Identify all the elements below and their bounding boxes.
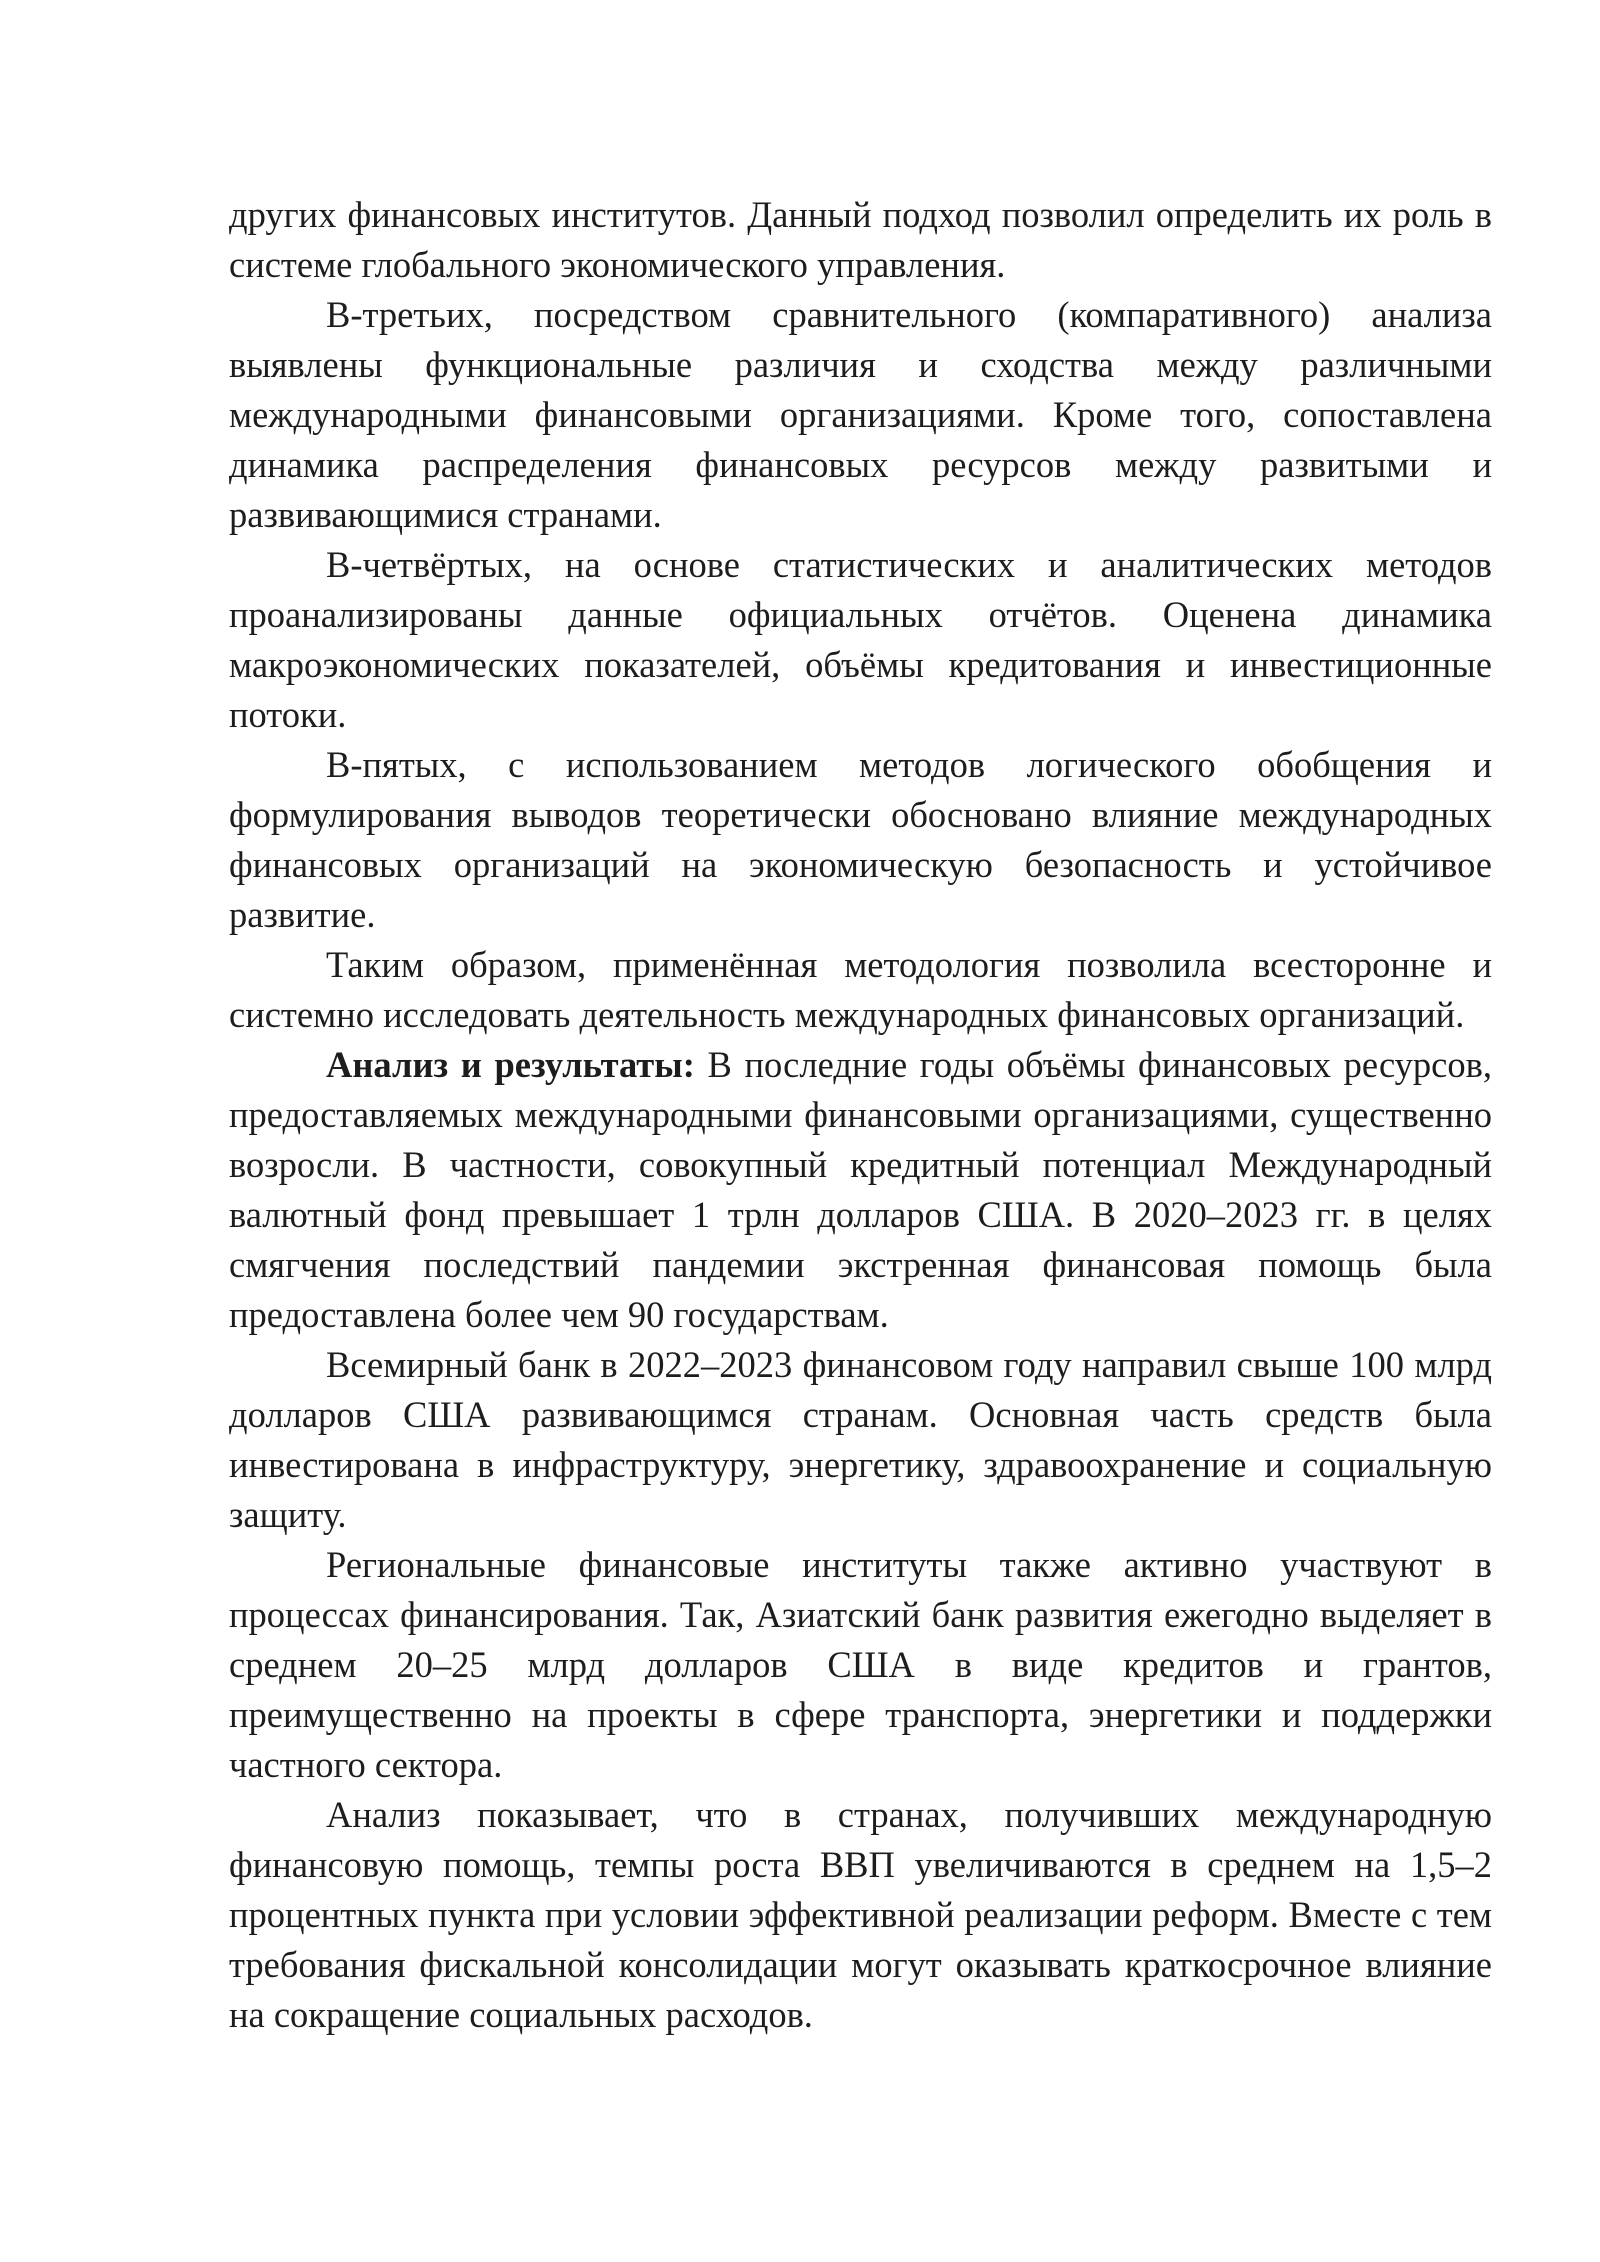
paragraph-analysis-results [229, 1040, 1492, 1340]
paragraph-text: В-четвёртых, на основе статистических и аналитических методов проанализированы данные официальных отчётов. Оценена динамика макроэкономических показателей, объёмы кредитования и инвестиционные потоки. [229, 544, 1492, 735]
paragraph-7 [229, 1340, 1492, 1540]
paragraph-4 [229, 740, 1492, 940]
paragraph-text: Анализ показывает, что в странах, получивших международную финансовую помощь, темпы роста ВВП увеличиваются в среднем на 1,5–2 процентных пункта при условии эффективной реализации реформ. Вместе с тем требования фискальной консолидации могут оказывать краткосрочное влияние на сокращение социальных расходов. [229, 1794, 1492, 2035]
paragraph-text: других финансовых институтов. Данный подход позволил определить их роль в системе глобального экономического управления. [229, 194, 1492, 285]
document-body [229, 190, 1492, 2040]
paragraph-1 [229, 190, 1492, 290]
paragraph-text: Таким образом, применённая методология позволила всесторонне и системно исследовать деятельность международных финансовых организаций. [229, 944, 1492, 1035]
paragraph-2 [229, 290, 1492, 540]
paragraph-5 [229, 940, 1492, 1040]
section-heading-analysis-results: Анализ и результаты: [326, 1044, 695, 1085]
paragraph-8 [229, 1540, 1492, 1790]
paragraph-text: В-третьих, посредством сравнительного (компаративного) анализа выявлены функциональные различия и сходства между различными международными финансовыми организациями. Кроме того, сопоставлена динамика распределения финансовых ресурсов между развитыми и развивающимися странами. [229, 294, 1492, 535]
paragraph-text: Региональные финансовые институты также активно участвуют в процессах финансирования. Так, Азиатский банк развития ежегодно выделяет в среднем 20–25 млрд долларов США в виде кредитов и грантов, преимущественно на проекты в сфере транспорта, энергетики и поддержки частного сектора. [229, 1544, 1492, 1785]
paragraph-text: Всемирный банк в 2022–2023 финансовом году направил свыше 100 млрд долларов США развивающимся странам. Основная часть средств была инвестирована в инфраструктуру, энергетику, здравоохранение и социальную защиту. [229, 1344, 1492, 1535]
paragraph-9 [229, 1790, 1492, 2040]
paragraph-3 [229, 540, 1492, 740]
paragraph-text: В-пятых, с использованием методов логического обобщения и формулирования выводов теоретически обосновано влияние международных финансовых организаций на экономическую безопасность и устойчивое развитие. [229, 744, 1492, 935]
paragraph-text: В последние годы объёмы финансовых ресурсов, предоставляемых международными финансовыми организациями, существенно возросли. В частности, совокупный кредитный потенциал Международный валютный фонд превышает 1 трлн долларов США. В 2020–2023 гг. в целях смягчения последствий пандемии экстренная финансовая помощь была предоставлена более чем 90 государствам. [229, 1044, 1492, 1335]
